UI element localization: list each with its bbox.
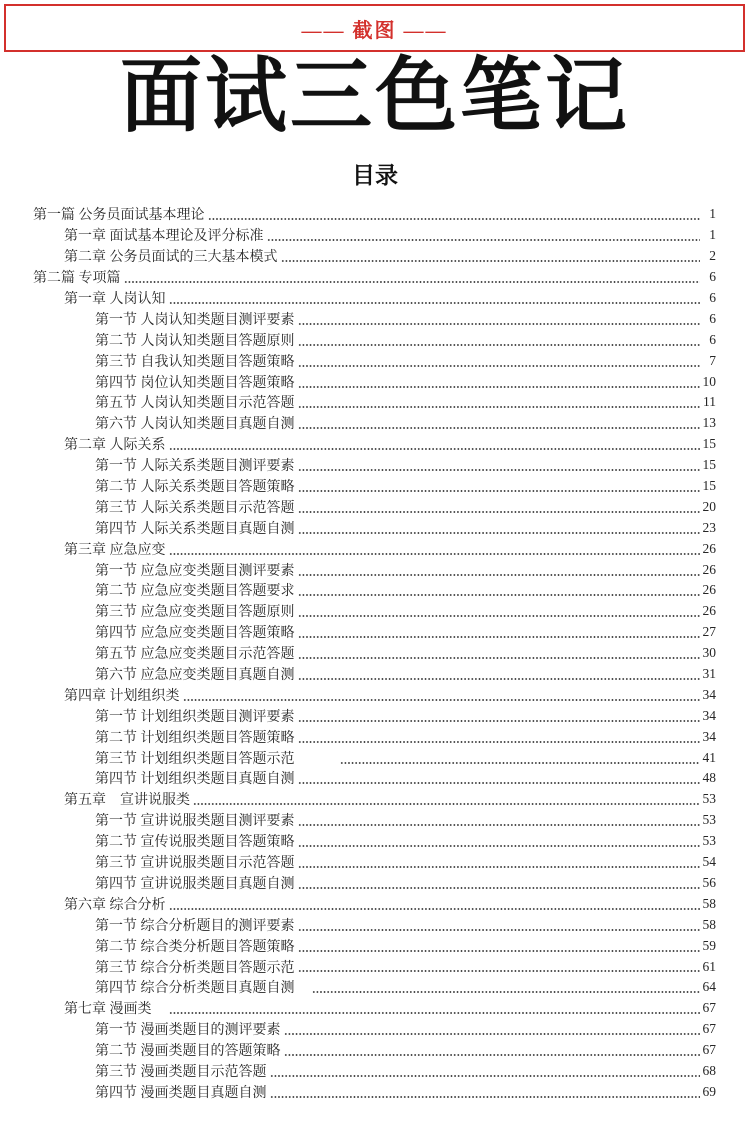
toc-entry-label: 第三节 自我认知类题目答题策略 <box>95 354 295 370</box>
toc-entry-label: 第四节 岗位认知类题目答题策略 <box>95 375 295 391</box>
dot-leader <box>298 365 701 367</box>
page-number: 15 <box>702 457 716 473</box>
dot-leader <box>270 1075 701 1077</box>
page-number: 20 <box>702 498 716 514</box>
dot-leader <box>298 657 701 659</box>
toc-entry-label: 第四节 综合分析类题目真题自测 <box>95 981 309 997</box>
toc-entry-label: 第一节 计划组织类题目测评要素 <box>95 709 295 725</box>
toc-entry-label: 第一节 应急应变类题目测评要素 <box>95 563 295 579</box>
dot-leader <box>298 532 701 534</box>
toc-entry-label: 第五节 应急应变类题目示范答题 <box>95 647 295 663</box>
toc-entry <box>33 371 716 392</box>
page-number: 67 <box>702 1021 716 1037</box>
dot-leader <box>298 469 701 471</box>
page-number: 27 <box>702 624 716 640</box>
dot-leader <box>298 950 701 952</box>
toc-entry <box>33 914 716 935</box>
toc-entry <box>33 956 716 977</box>
toc-entry-label: 第二节 漫画类题目的答题策略 <box>95 1044 281 1060</box>
toc-entry <box>33 789 716 810</box>
toc-entry-label: 第二节 人际关系类题目答题策略 <box>95 480 295 496</box>
toc-entry <box>33 935 716 956</box>
page-number: 61 <box>702 958 716 974</box>
page-number: 31 <box>702 666 716 682</box>
dot-leader <box>208 218 701 220</box>
dot-leader <box>169 908 701 910</box>
dot-leader <box>298 386 701 388</box>
toc-entry <box>33 622 716 643</box>
page-number: 56 <box>702 874 716 890</box>
toc-entry-label: 第六章 综合分析 <box>64 897 166 913</box>
page-number: 13 <box>702 415 716 431</box>
toc-entry <box>33 726 716 747</box>
dot-leader <box>169 448 701 450</box>
page-number: 69 <box>702 1083 716 1099</box>
toc-entry-label: 第一篇 公务员面试基本理论 <box>33 208 205 224</box>
toc-entry <box>33 1040 716 1061</box>
dot-leader <box>298 636 701 638</box>
toc-entry-label: 第一章 人岗认知 <box>64 292 166 307</box>
toc-entry <box>33 246 716 267</box>
toc-entry <box>33 977 716 998</box>
dot-leader <box>298 845 701 847</box>
dot-leader <box>298 594 701 596</box>
page-number: 11 <box>703 394 716 410</box>
toc-entry <box>33 392 716 413</box>
toc-entry <box>33 413 716 434</box>
dot-leader <box>298 406 701 408</box>
toc-entry-label: 第四节 计划组织类题目真题自测 <box>95 772 295 788</box>
dot-leader <box>183 699 701 701</box>
toc-entry <box>33 580 716 601</box>
toc-entry-label: 第五章 宣讲说服类 <box>64 793 190 809</box>
toc-entry <box>33 329 716 350</box>
dot-leader <box>284 1054 701 1056</box>
dot-leader <box>284 1033 701 1035</box>
toc-entry-label: 第七章 漫画类 <box>64 1002 166 1018</box>
dot-leader <box>298 427 701 429</box>
dot-leader <box>298 323 701 325</box>
toc-entry <box>33 538 716 559</box>
dot-leader <box>340 762 701 764</box>
dot-leader <box>298 929 701 931</box>
toc-entry <box>33 1061 716 1082</box>
page-number: 34 <box>702 728 716 744</box>
toc-entry <box>33 998 716 1019</box>
toc-entry <box>33 768 716 789</box>
page-number: 30 <box>702 645 716 661</box>
toc-entry-label: 第三节 人际关系类题目示范答题 <box>95 500 295 516</box>
toc-entry-label: 第二章 公务员面试的三大基本模式 <box>64 250 278 266</box>
toc-entry <box>33 517 716 538</box>
page-number: 54 <box>702 854 716 870</box>
page-number: 15 <box>702 478 716 494</box>
page-number: 64 <box>702 979 716 995</box>
dot-leader <box>298 866 701 868</box>
toc-entry-label: 第一节 综合分析题目的测评要素 <box>95 918 295 934</box>
toc-entry-label: 第二章 人际关系 <box>64 438 166 454</box>
toc-entry <box>33 601 716 622</box>
toc-entry-label: 第二节 应急应变类题目答题要求 <box>95 584 295 600</box>
toc-entry-label: 第三节 宣讲说服类题目示范答题 <box>95 856 295 872</box>
page-number: 67 <box>702 1000 716 1016</box>
toc-entry <box>33 810 716 831</box>
toc-entry-label: 第四章 计划组织类 <box>64 688 180 704</box>
dot-leader <box>267 239 701 241</box>
page-title: 面试三色笔记 <box>119 51 630 142</box>
toc-entry-label: 第一章 面试基本理论及评分标准 <box>64 229 264 245</box>
page-number: 48 <box>702 770 716 786</box>
page-number: 58 <box>702 916 716 932</box>
toc-entry <box>33 831 716 852</box>
dot-leader <box>298 344 701 346</box>
dot-leader <box>193 803 700 805</box>
dot-leader <box>298 720 701 722</box>
dot-leader <box>298 490 701 492</box>
toc-entry-label: 第六节 人岗认知类题目真题自测 <box>95 417 295 433</box>
toc-entry-label: 第五节 人岗认知类题目示范答题 <box>95 396 295 412</box>
page-number: 41 <box>702 749 716 765</box>
dot-leader <box>298 574 701 576</box>
table-of-contents <box>33 204 716 1102</box>
toc-entry <box>33 204 716 225</box>
toc-entry-label: 第三章 应急应变 <box>64 542 166 558</box>
page-number: 26 <box>702 561 716 577</box>
page-number: 34 <box>702 686 716 702</box>
page-number: 26 <box>702 540 716 556</box>
toc-entry-label: 第一节 人岗认知类题目测评要素 <box>95 312 295 328</box>
screenshot-banner-label: —— 截图 —— <box>301 19 448 42</box>
dot-leader <box>298 615 701 617</box>
page-number: 58 <box>702 895 716 911</box>
page-number: 68 <box>702 1062 716 1078</box>
toc-entry-label: 第四节 宣讲说服类题目真题自测 <box>95 876 295 892</box>
toc-entry-label: 第一节 人际关系类题目测评要素 <box>95 459 295 475</box>
toc-entry-label: 第三节 计划组织类题目答题示范 <box>95 751 337 767</box>
page-number: 1 <box>709 206 716 222</box>
dot-leader <box>298 824 701 826</box>
page-number: 67 <box>702 1042 716 1058</box>
dot-leader <box>298 970 701 972</box>
toc-entry <box>33 747 716 768</box>
dot-leader <box>124 281 701 283</box>
toc-entry-label: 第二篇 专项篇 <box>33 271 121 287</box>
page-number: 26 <box>702 582 716 598</box>
toc-entry-label: 第四节 人际关系类题目真题自测 <box>95 521 295 537</box>
toc-entry <box>33 873 716 894</box>
dot-leader <box>312 991 701 993</box>
toc-entry <box>33 559 716 580</box>
page-number: 53 <box>702 812 716 828</box>
page-number: 6 <box>709 331 716 347</box>
toc-entry <box>33 434 716 455</box>
toc-entry <box>33 1019 716 1040</box>
toc-entry <box>33 308 716 329</box>
toc-entry <box>33 225 716 246</box>
toc-entry-label: 第二节 综合类分析题目答题策略 <box>95 939 295 955</box>
toc-entry <box>33 705 716 726</box>
dot-leader <box>298 741 701 743</box>
page-number: 53 <box>702 791 716 807</box>
dot-leader <box>298 887 701 889</box>
toc-entry-label: 第四节 漫画类题目真题自测 <box>95 1085 267 1101</box>
toc-entry-label: 第四节 应急应变类题目答题策略 <box>95 626 295 642</box>
page-number: 59 <box>702 937 716 953</box>
page-number: 7 <box>709 352 716 368</box>
page-number: 2 <box>709 248 716 264</box>
page-number: 10 <box>702 373 716 389</box>
toc-entry-label: 第二节 人岗认知类题目答题原则 <box>95 333 295 349</box>
dot-leader <box>169 302 701 304</box>
toc-entry-label: 第三节 综合分析类题目答题示范 <box>95 960 295 976</box>
toc-entry-label: 第三节 漫画类题目示范答题 <box>95 1064 267 1080</box>
toc-entry <box>33 852 716 873</box>
toc-entry-label: 第二节 宣传说服类题目答题策略 <box>95 835 295 851</box>
toc-entry-label: 第二节 计划组织类题目答题策略 <box>95 730 295 746</box>
toc-entry-label: 第六节 应急应变类题目真题自测 <box>95 668 295 684</box>
page-number: 26 <box>702 603 716 619</box>
page-number: 15 <box>702 436 716 452</box>
page-number: 6 <box>709 269 716 285</box>
dot-leader <box>169 553 701 555</box>
toc-entry-label: 第一节 漫画类题目的测评要素 <box>95 1023 281 1039</box>
toc-entry <box>33 476 716 497</box>
toc-entry <box>33 350 716 371</box>
page-number: 6 <box>709 310 716 326</box>
toc-entry-label: 第一节 宣讲说服类题目测评要素 <box>95 814 295 830</box>
dot-leader <box>298 678 701 680</box>
dot-leader <box>281 260 701 262</box>
page-number: 23 <box>702 519 716 535</box>
toc-heading: 目录 <box>352 163 398 188</box>
page-number: 1 <box>709 227 716 243</box>
dot-leader <box>169 1012 701 1014</box>
toc-entry <box>33 643 716 664</box>
dot-leader <box>298 511 701 513</box>
toc-entry <box>33 664 716 685</box>
toc-entry <box>33 1081 716 1102</box>
toc-entry <box>33 893 716 914</box>
dot-leader <box>270 1096 701 1098</box>
toc-entry <box>33 455 716 476</box>
page-number: 53 <box>702 833 716 849</box>
dot-leader <box>298 782 701 784</box>
toc-entry <box>33 288 716 309</box>
toc-entry-label: 第三节 应急应变类题目答题原则 <box>95 605 295 621</box>
toc-entry <box>33 496 716 517</box>
toc-entry <box>33 684 716 705</box>
page-number: 6 <box>709 290 716 305</box>
page-number: 34 <box>702 707 716 723</box>
toc-entry <box>33 267 716 288</box>
